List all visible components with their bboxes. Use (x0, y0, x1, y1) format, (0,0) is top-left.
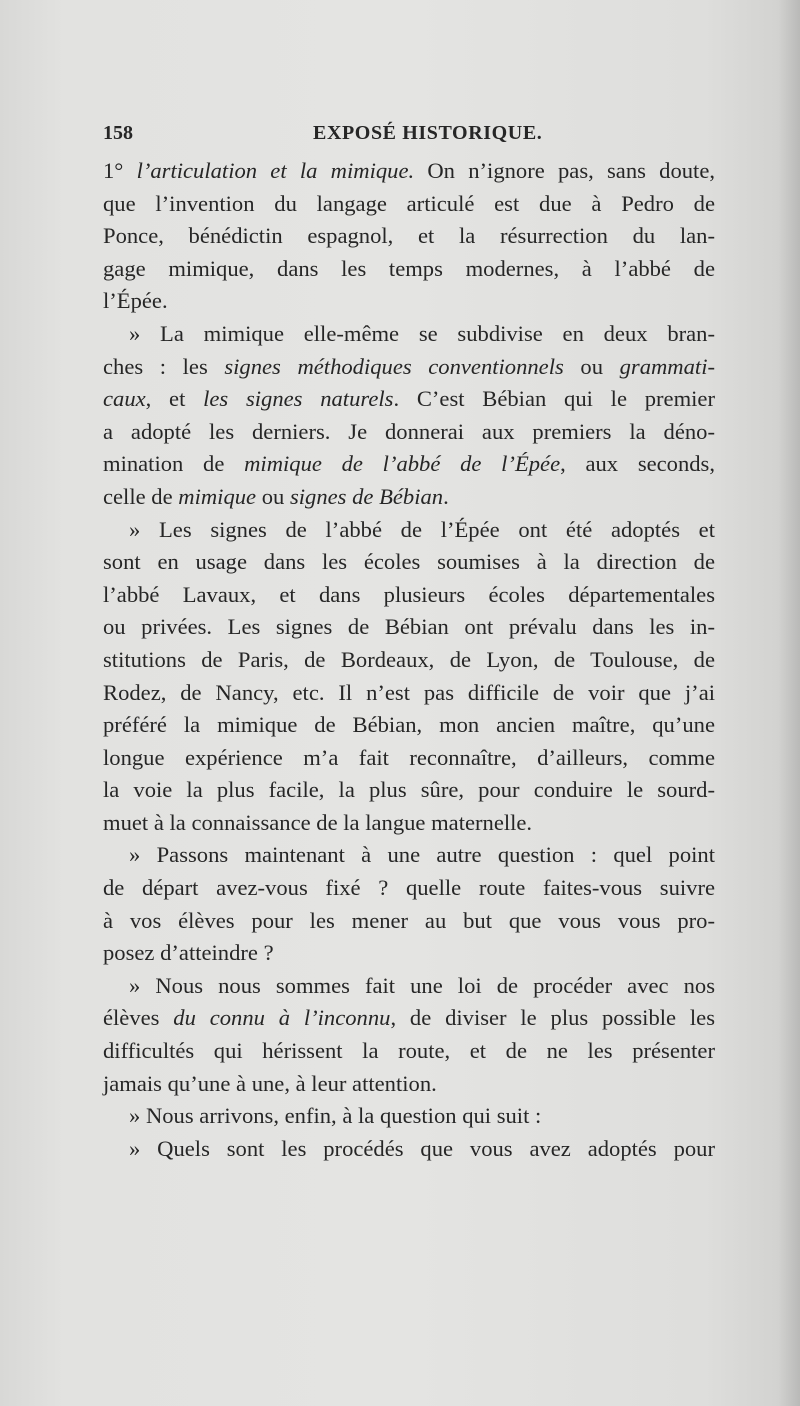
page-number: 158 (103, 122, 133, 144)
italic-run: mimique (178, 483, 257, 509)
text-line: gage mimique, dans les temps modernes, à l’abbé de (103, 255, 715, 281)
italic-run: signes de Bébian (289, 483, 444, 509)
text-line: » Quels sont les procédés que vous avez adoptés pour (129, 1135, 715, 1161)
text-line: jamais qu’une à une, à leur attention. (103, 1070, 437, 1096)
text-line: » Passons maintenant à une autre question : quel point (129, 842, 715, 868)
text-line: Rodez, de Nancy, etc. Il n’est pas difficile de voir que j’ai (103, 679, 715, 705)
italic-run: les signes naturels (203, 386, 394, 412)
text-line: préféré la mimique de Bébian, mon ancien maître, qu’une (103, 712, 715, 738)
text-line: que l’invention du langage articulé est due à Pedro de (103, 190, 715, 216)
page-header (103, 122, 713, 156)
text-line: stitutions de Paris, de Bordeaux, de Lyon, de Toulouse, de (103, 646, 715, 672)
text-line: » Nous nous sommes fait une loi de procéder avec nos (129, 972, 715, 998)
text-line: à vos élèves pour les mener au but que vous vous pro- (103, 907, 715, 933)
text-line: la voie la plus facile, la plus sûre, pour conduire le sourd- (103, 777, 715, 803)
italic-run: grammati- (619, 353, 716, 379)
text-line: » La mimique elle-même se subdivise en deux bran- (129, 320, 715, 346)
text-line: longue expérience m’a fait reconnaître, d’ailleurs, comme (103, 744, 715, 770)
running-head: EXPOSÉ HISTORIQUE. (313, 122, 543, 144)
text-line: de départ avez-vous fixé ? quelle route faites-vous suivre (103, 875, 715, 901)
text-line: celle de mimique ou signes de Bébian. (103, 483, 449, 509)
text-line: l’abbé Lavaux, et dans plusieurs écoles départementales (103, 581, 715, 607)
text-line: difficultés qui hérissent la route, et de ne les présenter (103, 1038, 715, 1064)
text-line: caux, et les signes naturels. C’est Bébian qui le premier (103, 386, 715, 412)
italic-run: l’articulation et la mimique. (136, 158, 415, 183)
text-line: posez d’atteindre ? (103, 940, 274, 966)
italic-run: signes méthodiques conventionnels (224, 353, 564, 379)
text-line: muet à la connaissance de la langue maternelle. (103, 809, 533, 835)
text-line: Ponce, bénédictin espagnol, et la résurrection du lan- (103, 223, 715, 249)
italic-run: mimique de l’abbé de l’Épée (244, 451, 561, 477)
body-text (103, 155, 715, 1165)
text-line: » Nous arrivons, enfin, à la question qui suit : (129, 1103, 542, 1129)
text-line: ou privées. Les signes de Bébian ont prévalu dans les in- (103, 614, 715, 640)
text-line: 1° l’articulation et la mimique. On n’ignore pas, sans doute, (103, 158, 715, 183)
text-line: l’Épée. (103, 288, 168, 314)
italic-run: caux (103, 386, 146, 412)
text-line: ches : les signes méthodiques conventionnels ou grammati- (103, 353, 716, 379)
text-line: a adopté les derniers. Je donnerai aux premiers la déno- (103, 418, 715, 444)
italic-run: du connu à l’inconnu (173, 1005, 391, 1031)
page-edge-shadow (778, 0, 800, 1406)
text-line: mination de mimique de l’abbé de l’Épée, aux seconds, (103, 451, 715, 477)
text-line: » Les signes de l’abbé de l’Épée ont été adoptés et (129, 516, 715, 542)
text-line: élèves du connu à l’inconnu, de diviser le plus possible les (103, 1005, 715, 1031)
text-line: sont en usage dans les écoles soumises à la direction de (103, 549, 715, 575)
